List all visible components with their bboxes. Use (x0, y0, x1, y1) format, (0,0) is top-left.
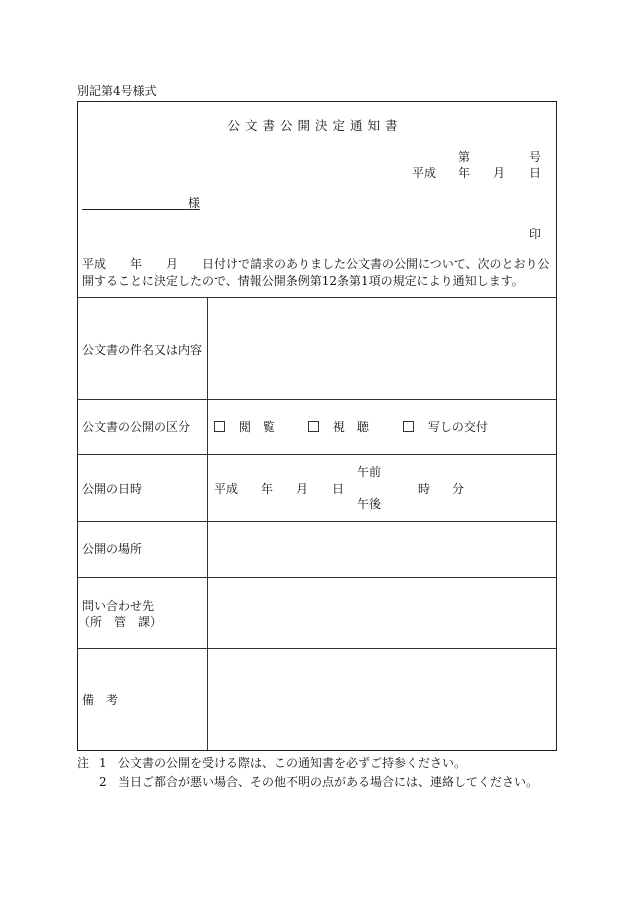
seal-mark: 印 (529, 227, 542, 241)
number-suffix: 号 (529, 150, 542, 164)
note-number: 2 (99, 775, 107, 789)
datetime-label: 公開の日時 (82, 482, 143, 496)
category-label: 公文書の公開の区分 (82, 420, 191, 434)
subject-label: 公文書の件名又は内容 (82, 343, 203, 357)
row-divider (77, 521, 557, 522)
contact-label: 問い合わせ先 (82, 599, 155, 613)
datetime-hour: 時 (418, 482, 431, 496)
note-text: 当日ご都合が悪い場合、その他不明の点がある場合には、連絡してください。 (118, 775, 539, 789)
date-era: 平成 (412, 166, 437, 180)
note-text: 公文書の公開を受ける際は、この通知書を必ずご持参ください。 (118, 756, 467, 770)
notes-heading: 注 (77, 756, 90, 770)
datetime-year: 年 (261, 482, 274, 496)
form-number-label: 別記第4号様式 (77, 84, 157, 98)
place-label: 公開の場所 (82, 542, 143, 556)
column-divider (207, 297, 208, 750)
option-viewing-label: 閲 覧 (238, 420, 275, 434)
remarks-label: 備 考 (82, 693, 119, 707)
row-divider (77, 577, 557, 578)
number-prefix: 第 (458, 150, 471, 164)
datetime-day: 日 (332, 482, 345, 496)
remarks-field[interactable] (210, 651, 554, 747)
note-number: 1 (99, 756, 107, 770)
option-copy-label: 写しの交付 (427, 420, 488, 434)
row-divider (77, 399, 557, 400)
checkbox-copy[interactable] (403, 421, 414, 432)
date-month: 月 (493, 166, 506, 180)
datetime-am: 午前 (357, 465, 382, 479)
row-divider (77, 648, 557, 649)
contact-field[interactable] (210, 580, 554, 645)
checkbox-listening[interactable] (308, 421, 319, 432)
row-divider (77, 454, 557, 455)
datetime-era: 平成 (214, 482, 239, 496)
option-listening[interactable] (308, 420, 369, 434)
datetime-month: 月 (296, 482, 309, 496)
table-top-rule (77, 297, 557, 298)
checkbox-viewing[interactable] (214, 421, 225, 432)
contact-sublabel: （所 管 課） (78, 615, 163, 629)
date-day: 日 (529, 166, 542, 180)
place-field[interactable] (210, 524, 554, 574)
notification-body: 平成 年 月 日付けで請求のありました公文書の公開について、次のとおり公開することに決定したので、情報公開条例第12条第1項の規定により通知します。 (82, 257, 550, 288)
option-listening-label: 視 聴 (332, 420, 369, 434)
subject-field[interactable] (210, 300, 554, 396)
date-year: 年 (458, 166, 471, 180)
addressee-underline (82, 209, 200, 210)
document-title: 公文書公開決定通知書 (227, 118, 403, 133)
datetime-minute: 分 (452, 482, 465, 496)
datetime-pm: 午後 (357, 497, 382, 511)
option-copy[interactable] (403, 420, 488, 434)
addressee-suffix: 様 (188, 196, 201, 210)
option-viewing[interactable] (214, 420, 275, 434)
